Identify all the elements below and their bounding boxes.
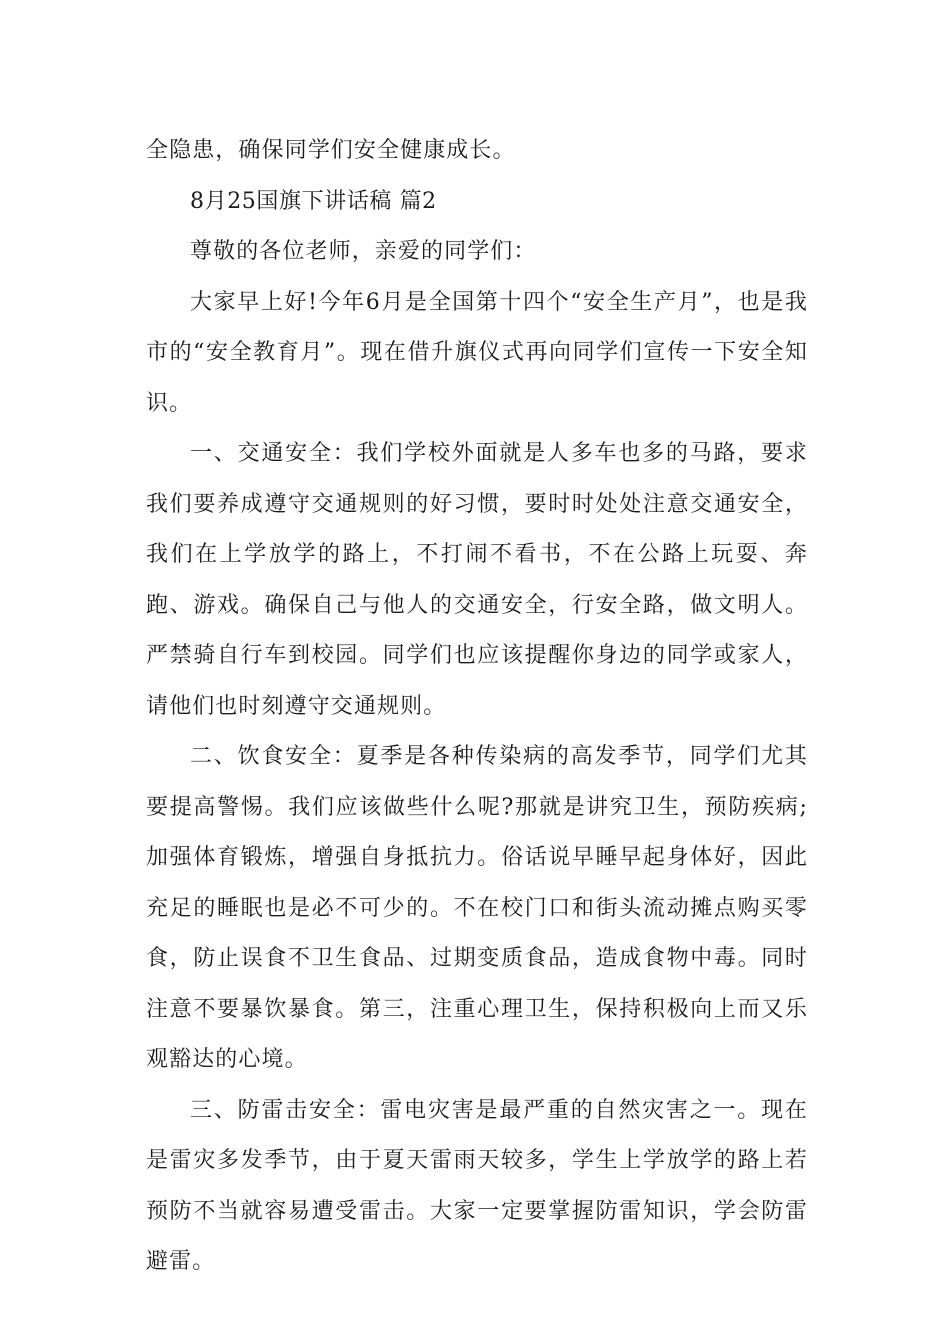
paragraph-continuation: 全隐患，确保同学们安全健康成长。 [146,138,516,163]
section-title: 8月25国旗下讲话稿 篇2 [190,188,437,214]
paragraph-food-safety: 二、饮食安全：夏季是各种传染病的高发季节，同学们尤其要提高警惕。我们应该做些什么呢?那就是讲究卫生，预防疾病;加强体育锻炼，增强自身抵抗力。俗话说早睡早起身体好，因此充足的睡眠也是必不可少的。不在校门口和街头流动摊点购买零食，防止误食不卫生食品、过期变质食品，造成食物中毒。同时注意不要暴饮暴食。第三，注重心理卫生，保持积极向上而又乐观豁达的心境。 [146,744,808,1072]
paragraph-lightning-safety: 三、防雷击安全：雷电灾害是最严重的自然灾害之一。现在是雷灾多发季节，由于夏天雷雨天较多，学生上学放学的路上若预防不当就容易遭受雷击。大家一定要掌握防雷知识，学会防雷避雷。 [146,1097,808,1274]
paragraph-traffic-safety: 一、交通安全：我们学校外面就是人多车也多的马路，要求我们要养成遵守交通规则的好习惯，要时时处处注意交通安全，我们在上学放学的路上，不打闹不看书，不在公路上玩耍、奔跑、游戏。确保自己与他人的交通安全，行安全路，做文明人。严禁骑自行车到校园。同学们也应该提醒你身边的同学或家人，请他们也时刻遵守交通规则。 [146,441,808,719]
salutation: 尊敬的各位老师，亲爱的同学们： [190,239,537,264]
document-body [146,126,808,1288]
paragraph-greeting: 大家早上好!今年6月是全国第十四个“安全生产月”，也是我市的“安全教育月”。现在借升旗仪式再向同学们宣传一下安全知识。 [146,289,808,416]
